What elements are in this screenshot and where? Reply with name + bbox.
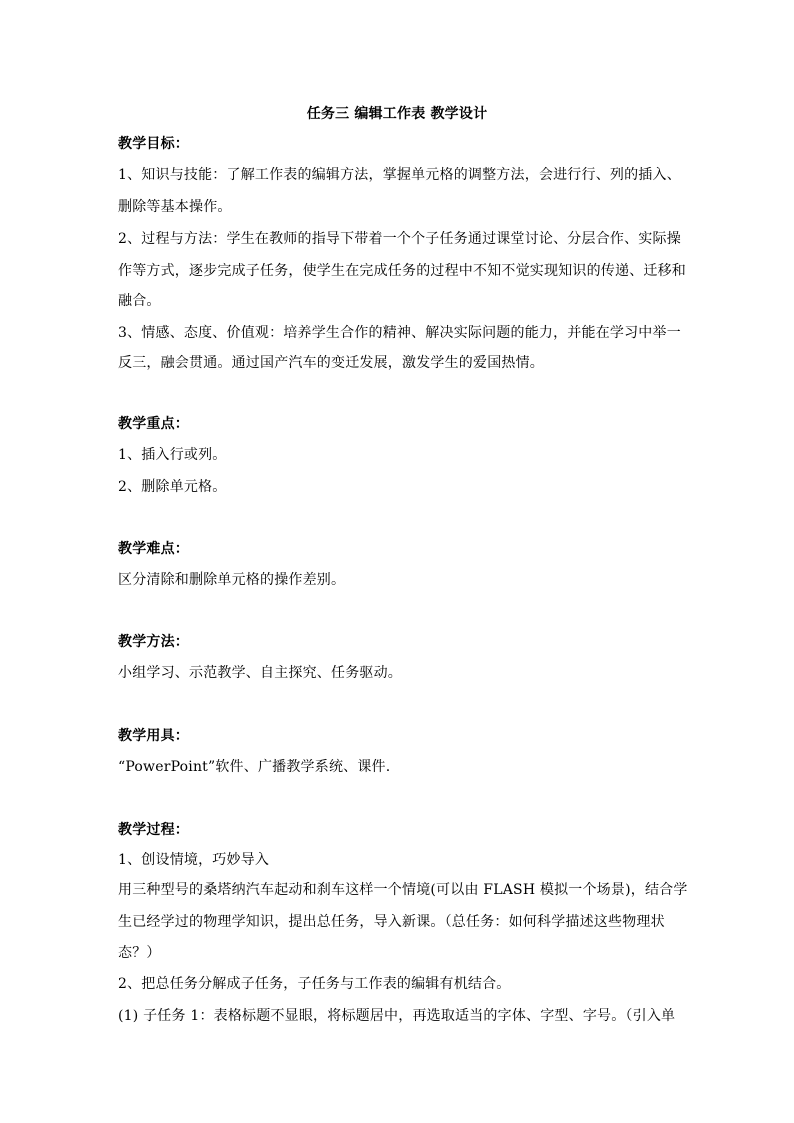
paragraph-line: 1、创设情境，巧妙导入 (118, 852, 270, 868)
paragraph-line: 小组学习、示范教学、自主探究、任务驱动。 (118, 665, 402, 681)
paragraph-line: 1、插入行或列。 (118, 447, 227, 463)
paragraph-line: “PowerPoint”软件、广播教学系统、课件. (118, 759, 391, 775)
paragraph-line: 作等方式，逐步完成子任务，使学生在完成任务的过程中不知不觉实现知识的传递、迁移和 (118, 263, 686, 279)
paragraph-line: 区分清除和删除单元格的操作差别。 (118, 572, 346, 588)
methods-heading: 教学方法： (118, 634, 189, 650)
paragraph-line: 2、删除单元格。 (118, 479, 227, 495)
paragraph-line: 态？） (118, 945, 161, 961)
paragraph-line: (1) 子任务 1：表格标题不显眼，将标题居中，再选取适当的字体、字型、字号。（引入单 (118, 1008, 676, 1024)
paragraph-line: 反三，融会贯通。通过国产汽车的变迁发展，激发学生的爱国热情。 (118, 355, 544, 371)
paragraph-line: 1、知识与技能：了解工作表的编辑方法，掌握单元格的调整方法，会进行行、列的插入、 (118, 167, 681, 183)
difficulties-heading: 教学难点： (118, 541, 189, 557)
key-points-heading: 教学重点： (118, 416, 189, 432)
tools-heading: 教学用具： (118, 728, 189, 744)
paragraph-line: 3、情感、态度、价值观：培养学生合作的精神、解决实际问题的能力，并能在学习中举一 (118, 325, 681, 341)
paragraph-line: 2、把总任务分解成子任务，子任务与工作表的编辑有机结合。 (118, 976, 511, 992)
document-title: 任务三 编辑工作表 教学设计 (306, 106, 488, 122)
objectives-heading: 教学目标： (118, 136, 189, 152)
paragraph-line: 用三种型号的桑塔纳汽车起动和刹车这样一个情境(可以由 FLASH 模拟一个场景)，结合学 (118, 882, 688, 898)
paragraph-line: 删除等基本操作。 (118, 199, 232, 215)
paragraph-line: 生已经学过的物理学知识，提出总任务，导入新课。（总任务：如何科学描述这些物理状 (118, 914, 665, 930)
process-heading: 教学过程： (118, 822, 189, 838)
paragraph-line: 融合。 (118, 293, 161, 309)
paragraph-line: 2、过程与方法：学生在教师的指导下带着一个个子任务通过课堂讨论、分层合作、实际操 (118, 231, 681, 247)
